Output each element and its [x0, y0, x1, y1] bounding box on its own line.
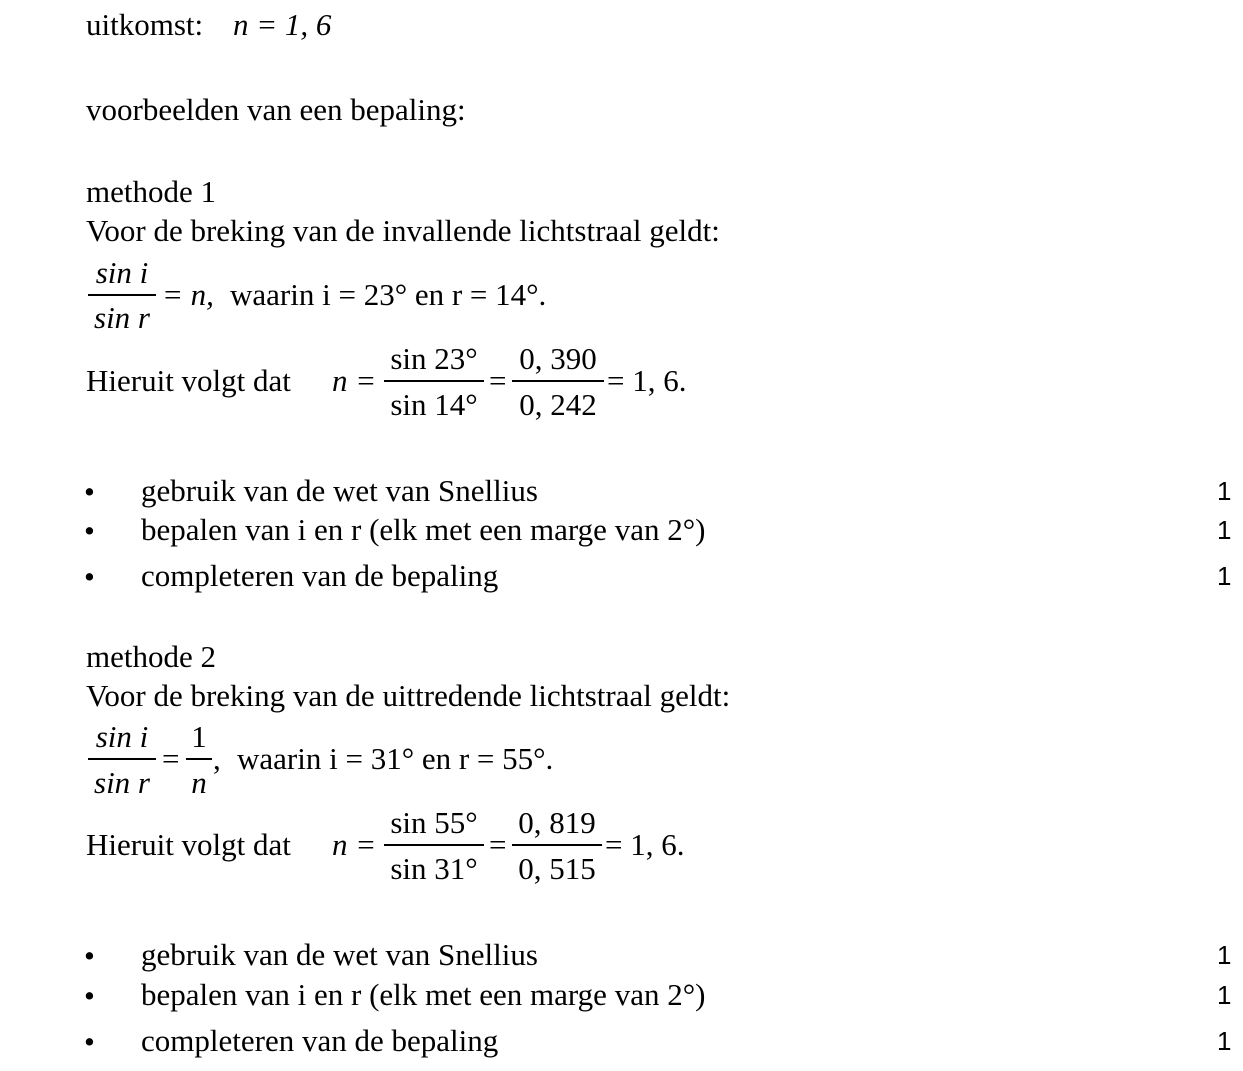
method-2-snell-fraction [88, 719, 156, 799]
bullet-symbol: • [84, 559, 95, 594]
fraction-denominator: sin 14° [390, 387, 478, 422]
method-2-reciprocal-fraction [186, 719, 212, 799]
bullet-symbol: • [84, 474, 95, 509]
method-1-calc-lhs: n = [332, 363, 377, 398]
fraction-bar [88, 294, 156, 296]
method-1-sine-fraction [384, 341, 484, 421]
method-1-snell-fraction [88, 255, 156, 333]
method-2-law-comma: , [213, 741, 221, 776]
method-2-heading: methode 2 [86, 639, 216, 674]
method-1-criterion-3-points: 1 [1217, 561, 1232, 591]
method-2-criterion-1-points: 1 [1217, 940, 1232, 970]
fraction-bar [384, 844, 484, 846]
method-2-law-values: waarin i = 31° en r = 55°. [237, 741, 554, 776]
bullet-symbol: • [84, 513, 95, 548]
method-1-criterion-1: gebruik van de wet van Snellius [141, 473, 538, 508]
bullet-symbol: • [84, 978, 95, 1013]
method-1-calc-equals: = [489, 363, 507, 398]
fraction-bar [512, 844, 602, 846]
method-1-criterion-2: bepalen van i en r (elk met een marge van 2°) [141, 512, 706, 547]
method-1-law-values: waarin i = 23° en r = 14°. [230, 277, 547, 312]
method-1-snell-rhs: = n, [162, 277, 214, 312]
fraction-numerator: 0, 390 [519, 341, 597, 376]
method-1-criterion-2-points: 1 [1217, 515, 1232, 545]
method-2-calc-lhs: n = [332, 827, 377, 862]
fraction-bar [512, 380, 604, 382]
bullet-symbol: • [84, 1024, 95, 1059]
fraction-denominator: 0, 515 [518, 851, 596, 886]
fraction-denominator: sin 31° [390, 851, 478, 886]
method-1-value-fraction [512, 341, 604, 421]
intro-text: voorbeelden van een bepaling: [86, 92, 466, 127]
method-2-snell-equals: = [162, 741, 180, 776]
method-1-criterion-3: completeren van de bepaling [141, 558, 499, 593]
method-1-statement: Voor de breking van de invallende lichtstraal geldt: [86, 213, 720, 248]
method-1-criterion-1-points: 1 [1217, 476, 1232, 506]
method-2-sine-fraction [384, 805, 484, 885]
fraction-denominator: 0, 242 [519, 387, 597, 422]
fraction-numerator: sin 23° [390, 341, 478, 376]
fraction-bar [88, 758, 156, 760]
bullet-symbol: • [84, 938, 95, 973]
method-2-criterion-3-points: 1 [1217, 1026, 1232, 1056]
fraction-numerator: sin i [95, 255, 149, 290]
fraction-bar [384, 380, 484, 382]
method-1-calc-result: = 1, 6. [607, 363, 687, 398]
fraction-bar [186, 758, 212, 760]
fraction-numerator: 1 [191, 719, 207, 754]
method-2-calc-prefix: Hieruit volgt dat [86, 827, 291, 862]
fraction-denominator: n [191, 765, 207, 800]
method-2-criterion-1: gebruik van de wet van Snellius [141, 937, 538, 972]
method-2-value-fraction [512, 805, 602, 885]
method-1-calc-prefix: Hieruit volgt dat [86, 363, 291, 398]
method-2-criterion-3: completeren van de bepaling [141, 1023, 499, 1058]
fraction-numerator: sin 55° [390, 805, 478, 840]
method-2-statement: Voor de breking van de uittredende lichtstraal geldt: [86, 678, 731, 713]
fraction-denominator: sin r [94, 300, 150, 335]
method-2-calc-result: = 1, 6. [605, 827, 685, 862]
method-2-calc-equals: = [489, 827, 507, 862]
outcome-label: uitkomst: [86, 7, 204, 42]
fraction-denominator: sin r [94, 765, 150, 800]
fraction-numerator: 0, 819 [518, 805, 596, 840]
outcome-formula: n = 1, 6 [233, 7, 332, 42]
method-2-criterion-2: bepalen van i en r (elk met een marge van 2°) [141, 977, 706, 1012]
method-2-criterion-2-points: 1 [1217, 980, 1232, 1010]
fraction-numerator: sin i [95, 719, 149, 754]
method-1-heading: methode 1 [86, 174, 216, 209]
